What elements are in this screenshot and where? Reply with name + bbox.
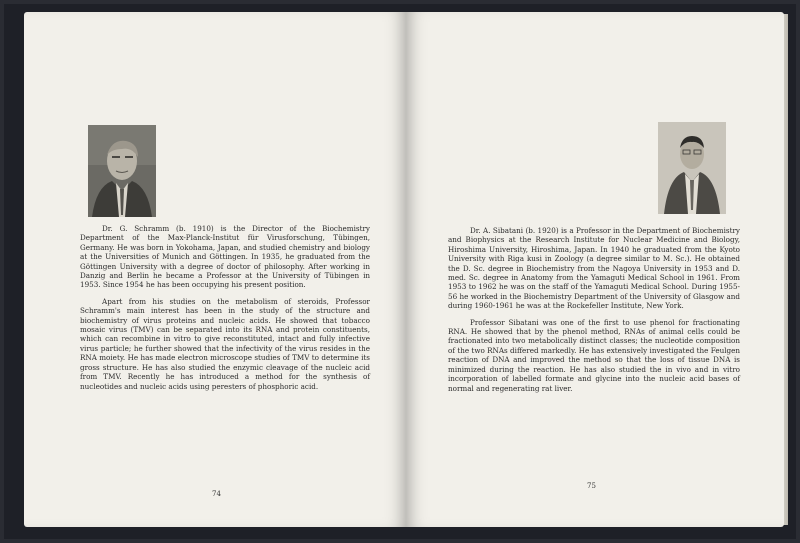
left-page: [24, 12, 406, 527]
sibatani-bio-paragraph-2: Professor Sibatani was one of the first to use phenol for fractionating RNA. He showed that by the phenol method, RNAs of animal cells could be fractionated into two metabolically distinct classes; the nucleotide composition of the two RNAs differed markedly. He has extensively investigated the Feulgen reaction of DNA and improved the method so that the loss of tissue DNA is minimized during the reaction. He has also studied the in vivo and in vitro incorporation of labelled formate and glycine into the nucleic acid bases of normal and regenerating rat liver.: [448, 317, 740, 393]
sibatani-biography: [448, 226, 740, 400]
open-book: [4, 4, 796, 539]
schramm-biography: [80, 224, 370, 398]
portrait-photo-sibatani: [658, 122, 726, 214]
page-number-right: 75: [587, 482, 596, 490]
right-page: [406, 12, 784, 527]
page-number-left: 74: [212, 490, 221, 498]
schramm-bio-paragraph-2: Apart from his studies on the metabolism of steroids, Professor Schramm's main interest has been in the study of the structure and biochemistry of virus proteins and nucleic acids. He showed that tobacco mosaic virus (TMV) can be separated into its RNA and protein constituents, which can recombine in vitro to give reconstituted, intact and fully infective virus particle; he further showed that the infectivity of the virus resides in the RNA moiety. He has made electron microscope studies of TMV to determine its gross structure. He has also studied the enzymic cleavage of the nucleic acid from TMV. Recently he has introduced a method for the synthesis of nucleotides and nucleic acids using peresters of phosphoric acid.: [80, 296, 370, 391]
portrait-sibatani-image: [658, 122, 726, 214]
schramm-bio-paragraph-1: Dr. G. Schramm (b. 1910) is the Director of the Biochemistry Department of the Max-Planck-Institut für Virusforschung, Tübingen, Germany. He was born in Yokohama, Japan, and studied chemistry and biology at the Universities of Munich and Göttingen. In 1935, he graduated from the Göttingen University with a degree of doctor of philosophy. After working in Danzig and Berlin he became a Professor at the University of Tübingen in 1953. Since 1954 he has been occupying his present position.: [80, 224, 370, 290]
portrait-photo-schramm: [88, 125, 156, 217]
portrait-schramm-image: [88, 125, 156, 217]
sibatani-bio-paragraph-1: Dr. A. Sibatani (b. 1920) is a Professor in the Department of Biochemistry and Biophysics at the Research Institute for Nuclear Medicine and Biology, Hiroshima University, Hiroshima, Japan. In 1940 he graduated from the Kyoto University with Riga kusi in Zoology (a degree similar to M. Sc.). He obtained the D. Sc. degree in Biochemistry from the Nagoya University in 1953 and D. med. Sc. degree in Anatomy from the Yamaguti Medical School in 1961. From 1953 to 1962 he was on the staff of the Yamaguti Medical School. During 1955-56 he worked in the Biochemistry Department of the University of Glasgow and during 1960-1961 he was at the Rockefeller Institute, New York.: [448, 226, 740, 311]
